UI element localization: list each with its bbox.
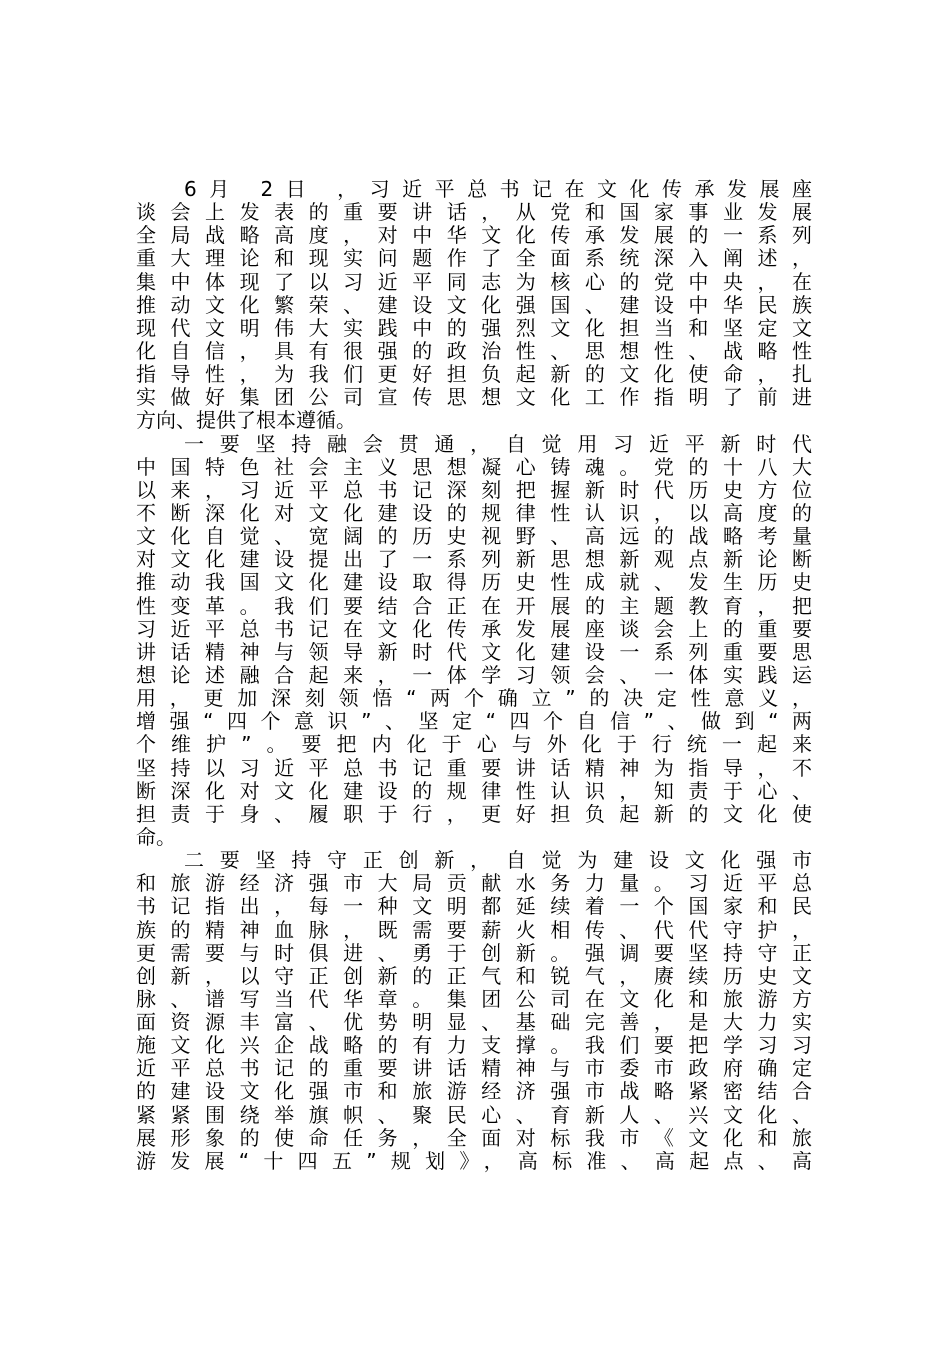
- text-line: 书记指出，每一种文明都延续着一个国家和民: [136, 895, 812, 919]
- text-line: 个维护”。要把内化于心与外化于行统一起来: [136, 733, 812, 757]
- paragraph-first-line: 6月 2日 ，习近平总书记在文化传承发展座: [184, 178, 812, 201]
- text-line: 用，更加深刻领悟“两个确立”的决定性意义，: [136, 687, 812, 711]
- text-line: 以来，习近平总书记深刻把握新时代历史方位: [136, 478, 812, 502]
- text-line: 坚持以习近平总书记重要讲话精神为指导，不: [136, 756, 812, 780]
- text-line: 方向、提供了根本遵循。: [136, 409, 356, 433]
- text-line: 增强“四个意识”、坚定“四个自信”、做到“两: [136, 710, 812, 734]
- text-line: 不断深化对文化建设的规律性认识，以高度的: [136, 501, 812, 525]
- text-line: 化自信，具有很强的政治性、思想性、战略性: [136, 339, 812, 363]
- text-line: 更需要与时俱进、勇于创新。强调要坚持守正: [136, 941, 812, 965]
- text-line: 文化自觉、宽阔的历史视野、高远的战略考量: [136, 525, 812, 549]
- text-line: 中国特色社会主义思想凝心铸魂。党的十八大: [136, 455, 812, 479]
- text-line: 命。: [136, 825, 176, 849]
- text-line: 创新，以守正创新的正气和锐气，赓续历史文: [136, 964, 812, 988]
- text-line: 脉、谱写当代华章。集团公司在文化和旅游方: [136, 987, 812, 1011]
- paragraph-first-line: 二要坚持守正创新，自觉为建设文化强市: [184, 849, 812, 873]
- text-line: 的建设文化强市和旅游经济强市战略紧密结合: [136, 1080, 812, 1104]
- text-line: 对文化建设提出了一系列新思想新观点新论断: [136, 548, 812, 572]
- text-line: 谈会上发表的重要讲话，从党和国家事业发展: [136, 201, 812, 225]
- text-line: 实做好集团公司宣传思想文化工作指明了前进: [136, 386, 812, 410]
- text-line: 推动文化繁荣、建设文化强国、建设中华民族: [136, 293, 812, 317]
- text-line: 性变革。我们要结合正在开展的主题教育，把: [136, 594, 812, 618]
- text-line: 断深化对文化建设的规律性认识，知责于心、: [136, 779, 812, 803]
- text-line: 推动我国文化建设取得历史性成就、发生历史: [136, 571, 812, 595]
- text-line: 族的精神血脉，既需要薪火相传、代代守护，: [136, 918, 812, 942]
- text-line: 想论述融合起来，一体学习领会、一体实践运: [136, 663, 812, 687]
- paragraph-first-line: 一要坚持融会贯通，自觉用习近平新时代: [184, 432, 812, 456]
- text-line: 重大理论和现实问题作了全面系统深入阐述，: [136, 247, 812, 271]
- text-line: 展形象的使命任务，全面对标我市《文化和旅: [136, 1126, 812, 1150]
- text-line: 近平总书记的重要讲话精神与市委市政府确定: [136, 1057, 812, 1081]
- text-line: 集中体现了以习近平同志为核心的党中央，在: [136, 270, 812, 294]
- text-line: 全局战略高度，对中华文化传承发展的一系列: [136, 224, 812, 248]
- text-line: 担责于身、履职于行，更好担负起新的文化使: [136, 802, 812, 826]
- text-line: 游发展“十四五”规划》，高标准、高起点、高: [136, 1149, 812, 1173]
- document-body: [136, 178, 812, 1173]
- text-line: 和旅游经济强市大局贡献水务力量。习近平总: [136, 872, 812, 896]
- text-line: 现代文明伟大实践中的强烈文化担当和坚定文: [136, 316, 812, 340]
- text-line: 讲话精神与领导新时代文化建设一系列重要思: [136, 640, 812, 664]
- text-line: 施文化兴企战略的有力支撑。我们要把学习习: [136, 1034, 812, 1058]
- text-line: 指导性，为我们更好担负起新的文化使命，扎: [136, 363, 812, 387]
- text-line: 面资源丰富、优势明显、基础完善，是大力实: [136, 1011, 812, 1035]
- text-line: 习近平总书记在文化传承发展座谈会上的重要: [136, 617, 812, 641]
- text-line: 紧紧围绕举旗帜、聚民心、育新人、兴文化、: [136, 1103, 812, 1127]
